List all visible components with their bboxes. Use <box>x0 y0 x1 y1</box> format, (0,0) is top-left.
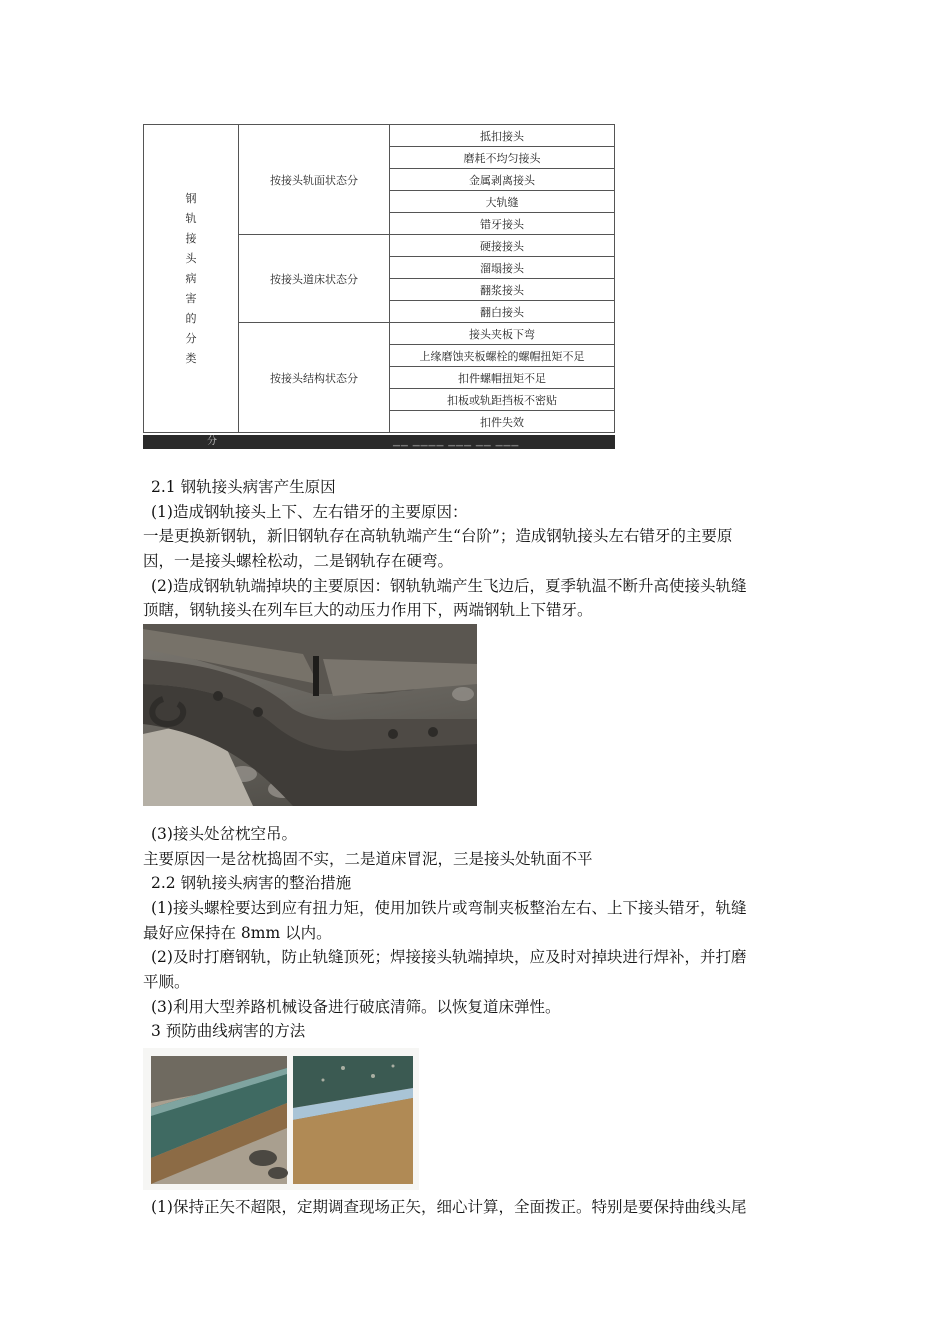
table-item: 金属剥离接头 <box>390 169 615 191</box>
table-item: 错牙接头 <box>390 213 615 235</box>
paragraph-7-line-1: (2)及时打磨钢轨，防止轨缝顶死；焊接接头轨端掉块，应及时对掉块进行焊补，并打磨 <box>151 948 747 966</box>
table-item: 抵扣接头 <box>390 125 615 147</box>
table-row <box>144 125 615 147</box>
table-item: 翻白接头 <box>390 301 615 323</box>
table-group-label: 按接头轨面状态分 <box>239 125 390 235</box>
table-item: 扣件螺帽扭矩不足 <box>390 367 615 389</box>
table-item: 溜塌接头 <box>390 257 615 279</box>
paragraph-7-line-2: 平顺。 <box>143 973 190 991</box>
heading-3: 3 预防曲线病害的方法 <box>151 1022 306 1040</box>
paragraph-3-line-1: (2)造成钢轨轨端掉块的主要原因：钢轨轨端产生飞边后，夏季轨温不断升高使接头轨缝 <box>151 577 747 595</box>
heading-2-1: 2.1 钢轨接头病害产生原因 <box>151 478 336 496</box>
table-item: 大轨缝 <box>390 191 615 213</box>
defect-classification-table <box>143 124 615 449</box>
table-root-label: 钢轨接头病害的分类 <box>185 191 197 365</box>
paragraph-2-line-1: 一是更换新钢轨，新旧钢轨存在高轨轨端产生“台阶”；造成钢轨接头左右错牙的主要原 <box>143 527 733 545</box>
table-item: 上缘磨蚀夹板螺栓的螺帽扭矩不足 <box>390 345 615 367</box>
table-item: 扣板或轨距挡板不密贴 <box>390 389 615 411</box>
rail-joint-photo <box>143 624 477 806</box>
table-item: 扣件失效 <box>390 411 615 433</box>
paragraph-5: 主要原因一是岔枕捣固不实，二是道床冒泥，三是接头处轨面不平 <box>143 850 593 868</box>
paragraph-2-line-2: 因，一是接头螺栓松动，二是钢轨存在硬弯。 <box>143 552 454 570</box>
table-item: 接头夹板下弯 <box>390 323 615 345</box>
table-root-cell <box>144 125 239 433</box>
curve-rail-photos <box>143 1048 419 1190</box>
cutoff-blur: ▁▁ ▁▁▁▁ ▁▁▁ ▁▁ ▁▁▁ <box>393 437 520 447</box>
table-item: 磨耗不均匀接头 <box>390 147 615 169</box>
paragraph-9: (1)保持正矢不超限，定期调查现场正矢，细心计算，全面拨正。特别是要保持曲线头尾 <box>151 1198 747 1216</box>
heading-2-2: 2.2 钢轨接头病害的整治措施 <box>151 874 352 892</box>
paragraph-6-line-1: (1)接头螺栓要达到应有扭力矩，使用加铁片或弯制夹板整治左右、上下接头错牙，轨缝 <box>151 899 747 917</box>
paragraph-1: (1)造成钢轨接头上下、左右错牙的主要原因： <box>151 503 468 521</box>
classification-grid <box>143 124 615 433</box>
table-group-label: 按接头结构状态分 <box>239 323 390 433</box>
paragraph-6-line-2: 最好应保持在 8mm 以内。 <box>143 924 332 942</box>
paragraph-8: (3)利用大型养路机械设备进行破底清筛。以恢复道床弹性。 <box>151 998 561 1016</box>
paragraph-4: (3)接头处岔枕空吊。 <box>151 825 297 843</box>
table-group-label: 按接头道床状态分 <box>239 235 390 323</box>
table-item: 翻浆接头 <box>390 279 615 301</box>
cutoff-text: 分 <box>207 436 217 447</box>
table-cutoff-row <box>143 435 615 449</box>
paragraph-3-line-2: 顶瞎，钢轨接头在列车巨大的动压力作用下，两端钢轨上下错牙。 <box>143 601 593 619</box>
table-item: 硬接接头 <box>390 235 615 257</box>
